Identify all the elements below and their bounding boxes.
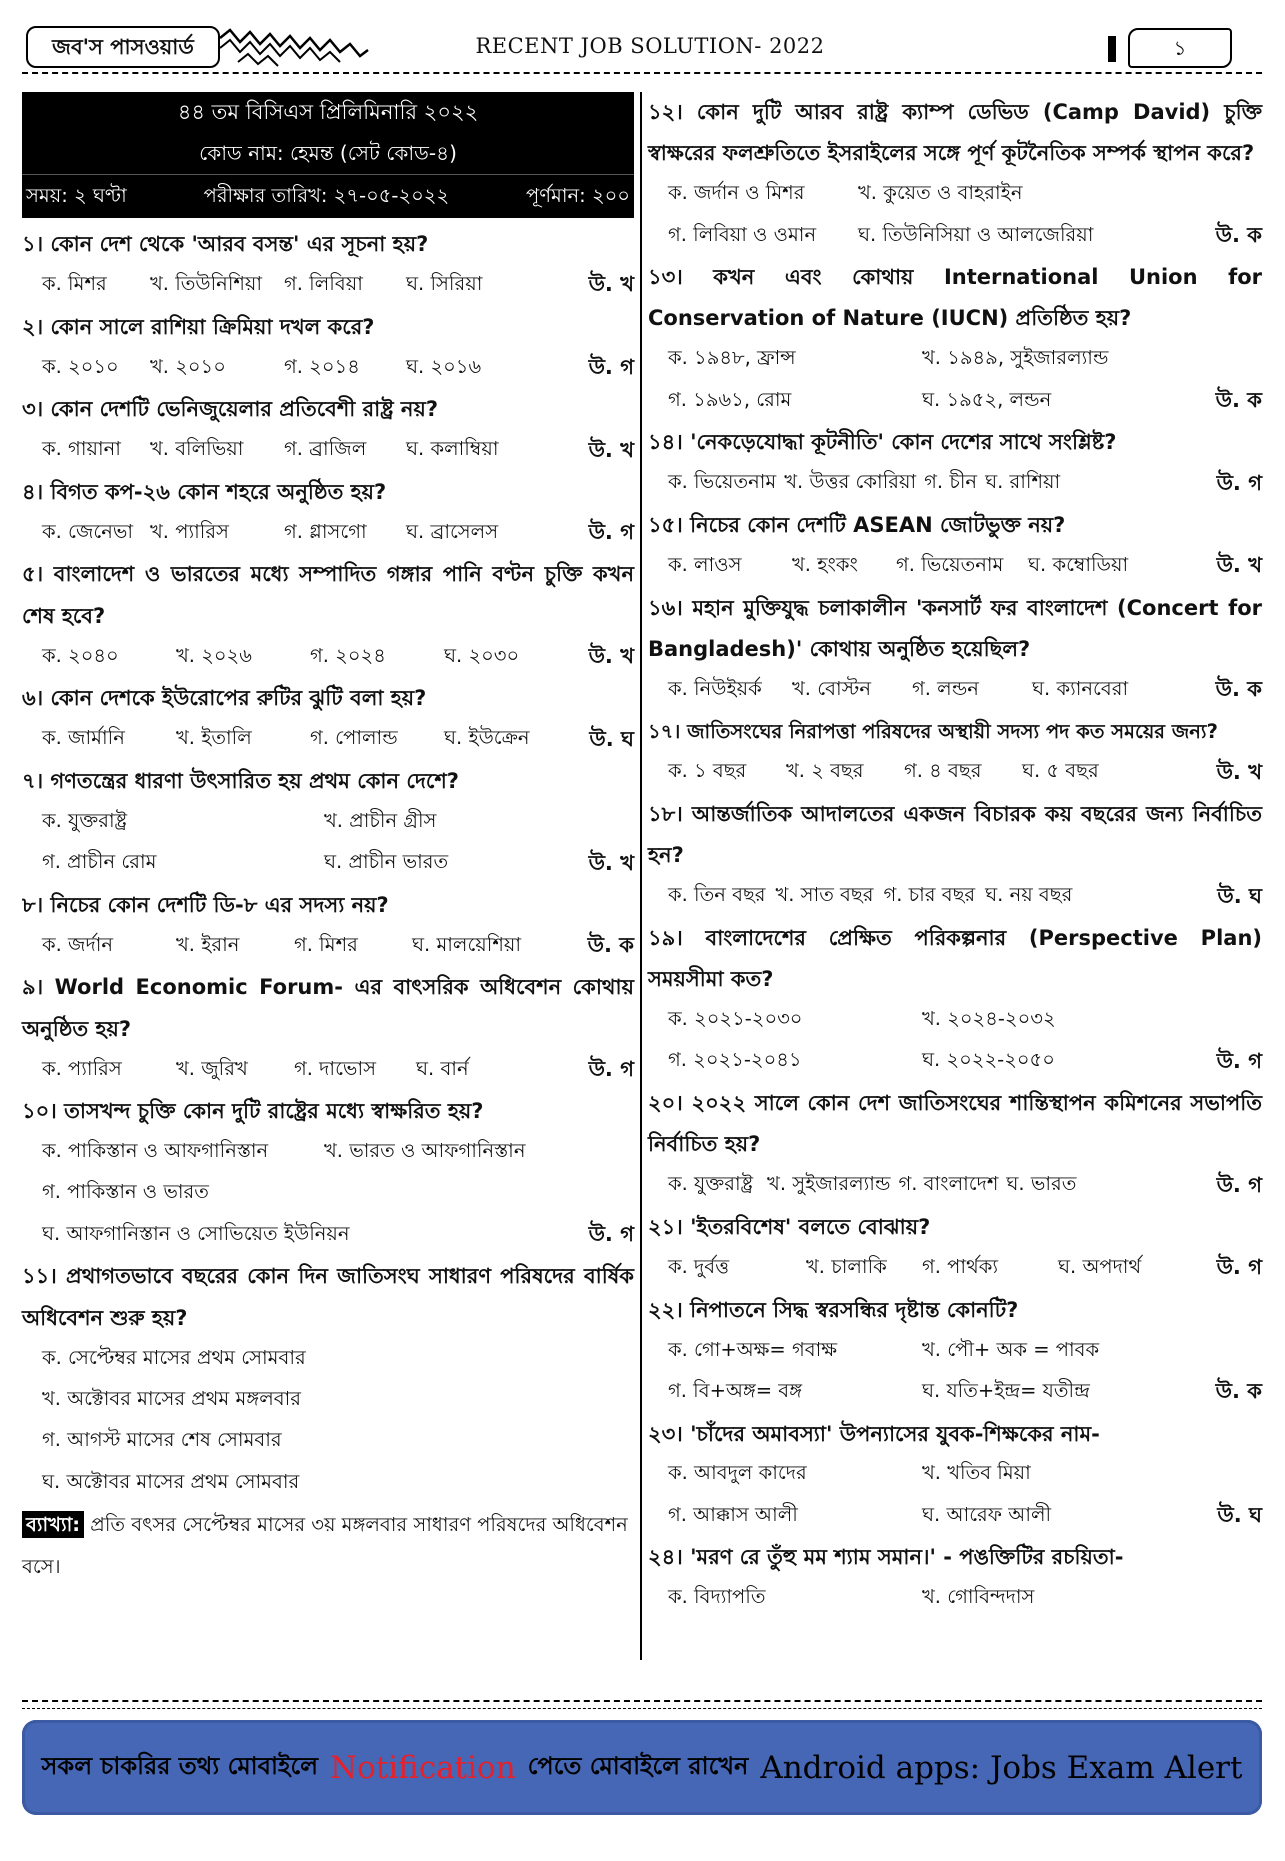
left-column [22,92,634,1587]
option: গ. ব্রাজিল [284,437,367,461]
option: খ. ২০২৪-২০৩২ [922,1007,1056,1031]
answer: উ. খ [588,437,634,462]
options [648,1496,1262,1537]
question: ২৪। 'মরণ রে তুঁহু মম শ্যাম সমান।' - পঙক্তিটির রচয়িতা- [648,1545,1124,1570]
option: ঘ. ১৯৫২, লন্ডন [922,387,1052,411]
option: গ. লিবিয়া [284,271,363,295]
footer-divider [22,1708,1262,1709]
options [648,1455,1262,1496]
explanation [22,1504,634,1587]
option: গ. পার্থক্য [922,1254,998,1278]
question: ১৬। মহান মুক্তিযুদ্ধ চলাকালীন 'কনসার্ট ফর বাংলাদেশ (Concert for Bangladesh)' কোথায় অনুষ্ঠিত হয়েছিল? [648,595,1262,661]
option: ক. জেনেভা [42,519,134,543]
option: ঘ. ভারত [1006,1172,1077,1196]
answer: উ. গ [588,520,634,545]
question: ১। কোন দেশ থেকে 'আরব বসন্ত' এর সূচনা হয়? [22,232,429,256]
answer: উ. ঘ [1217,883,1262,908]
option: খ. চালাকি [806,1254,887,1278]
answer: উ. ক [1215,223,1262,248]
exam-title: ৪৪ তম বিসিএস প্রিলিমিনারি ২০২২ [177,100,479,124]
options [22,265,634,306]
question: ২। কোন সালে রাশিয়া ক্রিমিয়া দখল করে? [22,314,375,339]
options [22,430,634,471]
option: খ. প্রাচীন গ্রীস [324,808,437,832]
answer: উ. ক [587,933,634,958]
option: খ. কুয়েত ও বাহরাইন [858,181,1023,205]
exam-meta [22,174,634,217]
option: ক. মিশর [42,271,107,295]
footer-divider [22,1700,1262,1702]
options [648,1166,1262,1207]
answer: উ. ঘ [589,726,634,751]
option: গ. বি+অঙ্গ= বঙ্গ [668,1378,803,1402]
explanation-text: প্রতি বৎসর সেপ্টেম্বর মাসের ৩য় মঙ্গলবার সাধারণ পরিষদের অধিবেশন বসে। [22,1513,628,1578]
option: খ. জুরিখ [176,1056,248,1080]
answer: উ. গ [1216,1255,1262,1280]
option: ক. জর্দান ও মিশর [668,181,805,205]
option: ঘ. কম্বোডিয়া [1028,552,1129,576]
options [22,1215,634,1256]
option: ঘ. মালয়েশিয়া [412,932,522,956]
question: ২১। 'ইতরবিশেষ' বলতে বোঝায়? [648,1215,931,1240]
options [22,513,634,554]
option: গ. লিবিয়া ও ওমান [668,222,817,246]
options [22,1174,634,1215]
options [648,381,1262,422]
options [22,926,634,967]
options [648,1372,1262,1413]
option: গ. গ্লাসগো [284,519,367,543]
option: গ. ২০১৪ [284,354,360,378]
question: ১৩। কখন এবং কোথায় International Union for Conservation of Nature (IUCN) প্রতিষ্ঠিত হয়? [648,265,1262,331]
option: ক. আবদুল কাদের [668,1461,807,1485]
question: ১১। প্রথাগতভাবে বছরের কোন দিন জাতিসংঘ সাধারণ পরিষদের বার্ষিক অধিবেশন শুরু হয়? [22,1264,634,1330]
option: খ. প্যারিস [150,519,229,543]
question: ৬। কোন দেশকে ইউরোপের রুটির ঝুটি বলা হয়? [22,686,427,711]
option: ক. লাওস [668,552,742,576]
answer: উ. গ [588,1057,634,1082]
options [648,1042,1262,1083]
options [22,1133,634,1174]
option: গ. প্রাচীন রোম [42,850,157,874]
option: ক. সেপ্টেম্বর মাসের প্রথম সোমবার [42,1345,306,1369]
option: ক. ১ বছর [668,759,747,783]
option: ক. তিন বছর [668,883,766,907]
option: খ. অক্টোবর মাসের প্রথম মঙ্গলবার [42,1386,301,1410]
banner-highlight: Notification [329,1749,516,1786]
answer: উ. ঘ [1217,1503,1262,1528]
options [22,843,634,884]
option: গ. চার বছর [883,883,976,907]
options [648,464,1262,505]
option: ঘ. ২০১৬ [406,354,482,378]
option: ক. বিদ্যাপতি [668,1585,766,1609]
question: ১৭। জাতিসংঘের নিরাপত্তা পরিষদের অস্থায়ী সদস্য পদ কত সময়ের জন্য? [648,720,1218,744]
answer: উ. গ [1216,1172,1262,1197]
option: ঘ. রাশিয়া [985,470,1061,494]
option: ঘ. প্রাচীন ভারত [324,850,449,874]
question: ১৫। নিচের কোন দেশটি ASEAN জোটভুক্ত নয়? [648,512,1066,537]
option: খ. উত্তর কোরিয়া [784,470,917,494]
exam-marks: পূর্ণমান: ২০০ [526,184,630,207]
option: খ. ইরান [176,932,240,956]
option: খ. ভারত ও আফগানিস্তান [324,1139,526,1163]
option: খ. হংকং [792,552,858,576]
option: ঘ. বার্ন [416,1056,469,1080]
option: খ. ইতালি [176,726,252,750]
options [22,720,634,761]
explanation-tag: ব্যাখ্যা: [22,1511,84,1538]
options [648,546,1262,587]
option: ঘ. অক্টোবর মাসের প্রথম সোমবার [42,1469,300,1493]
app-promo-banner[interactable] [22,1720,1262,1815]
option: ঘ. যতি+ইন্দ্র= যতীন্দ্র [922,1378,1090,1402]
header-divider [22,72,1262,74]
option: গ. চীন [924,470,978,494]
options [22,802,634,843]
option: গ. বাংলাদেশ [898,1172,999,1196]
question: ৭। গণতন্ত্রের ধারণা উৎসারিত হয় প্রথম কোন দেশে? [22,768,459,793]
option: ঘ. ২০২২-২০৫০ [922,1048,1055,1072]
option: ঘ. সিরিয়া [406,271,483,295]
option: ক. জর্দান [42,932,114,956]
exam-info-box [22,92,634,218]
exam-code: কোড নাম: হেমন্ত (সেট কোড-৪) [199,141,457,165]
option: গ. ২০২৪ [310,643,386,667]
option: ক. নিউইয়র্ক [668,676,762,700]
answer: উ. খ [1216,553,1262,578]
option: খ. গোবিন্দদাস [922,1585,1035,1609]
option: গ. ৪ বছর [904,759,982,783]
option: খ. ১৯৪৯, সুইজারল্যান্ড [922,346,1109,370]
option: খ. ২ বছর [786,759,864,783]
question: ২২। নিপাতনে সিদ্ধ স্বরসন্ধির দৃষ্টান্ত কোনটি? [648,1297,1019,1322]
page-header [0,0,1285,80]
options [648,216,1262,257]
options [648,175,1262,216]
option: গ. ২০২১-২০৪১ [668,1048,802,1072]
answer: উ. খ [588,644,634,669]
answer: উ. খ [1216,759,1262,784]
banner-text: পেতে মোবাইলে রাখেন [527,1751,749,1780]
option: গ. মিশর [294,932,358,956]
option: গ. ভিয়েতনাম [896,552,1004,576]
option: গ. পোলান্ড [310,726,398,750]
question: ৪। বিগত কপ-২৬ কোন শহরে অনুষ্ঠিত হয়? [22,479,387,504]
page-number: ১ [1128,28,1232,68]
option: খ. সাত বছর [775,883,874,907]
option: ঘ. কলাম্বিয়া [406,437,499,461]
option: ঘ. অপদার্থ [1058,1254,1142,1278]
option: ঘ. ২০৩০ [444,643,520,667]
option: গ. আগস্ট মাসের শেষ সোমবার [42,1428,282,1452]
banner-app-name: Android apps: Jobs Exam Alert [760,1749,1243,1786]
option: খ. সুইজারল্যান্ড [767,1172,891,1196]
answer: উ. গ [1216,1048,1262,1073]
option: ঘ. ক্যানবেরা [1032,676,1129,700]
answer: উ. গ [588,1222,634,1247]
answer: উ. গ [588,355,634,380]
option: খ. বোস্টন [792,676,871,700]
brand-label: জব'স পাসওয়ার্ড [26,26,220,68]
option: ক. যুক্তরাষ্ট্র [668,1172,754,1196]
option: ঘ. নয় বছর [985,883,1073,907]
option: গ. ১৯৬১, রোম [668,387,792,411]
zigzag-ornament [218,28,373,68]
option: ক. পাকিস্তান ও আফগানিস্তান [42,1139,269,1163]
exam-date: পরীক্ষার তারিখ: ২৭-০৫-২০২২ [203,184,450,207]
answer: উ. গ [1216,470,1262,495]
option: গ. পাকিস্তান ও ভারত [42,1180,209,1204]
options [648,753,1262,794]
options [648,340,1262,381]
option: ক. যুক্তরাষ্ট্র [42,808,128,832]
question: ২০। ২০২২ সালে কোন দেশ জাতিসংঘের শান্তিস্থাপন কমিশনের সভাপতি নির্বাচিত হয়? [648,1091,1262,1157]
option: ক. গায়ানা [42,437,121,461]
question: ১৮। আন্তর্জাতিক আদালতের একজন বিচারক কয় বছরের জন্য নির্বাচিত হন? [648,802,1262,868]
question: ১২। কোন দুটি আরব রাষ্ট্র ক্যাম্প ডেভিড (Camp David) চুক্তি স্বাক্ষরের ফলশ্রুতিতে ইসরাইলের সঙ্গে পূর্ণ কূটনৈতিক সম্পর্ক স্থাপন করে? [648,100,1262,166]
answer: উ. খ [588,850,634,875]
option: খ. ২০১০ [150,354,226,378]
question: ৫। বাংলাদেশ ও ভারতের মধ্যে সম্পাদিত গঙ্গার পানি বণ্টন চুক্তি কখন শেষ হবে? [22,562,634,628]
option: খ. ২০২৬ [176,643,252,667]
option: ক. ২০৪০ [42,643,119,667]
option: গ. লন্ডন [912,676,979,700]
option: খ. তিউনিশিয়া [150,271,263,295]
option: খ. খতিব মিয়া [922,1461,1031,1485]
option: ক. জার্মানি [42,726,125,750]
option: গ. আক্কাস আলী [668,1502,798,1526]
option: ঘ. আফগানিস্তান ও সোভিয়েত ইউনিয়ন [42,1221,350,1245]
option: ঘ. ইউক্রেন [444,726,530,750]
question: ৯। World Economic Forum- এর বাৎসরিক অধিবেশন কোথায় অনুষ্ঠিত হয়? [22,975,634,1041]
answer: উ. ক [1215,677,1262,702]
option: ক. দুর্বত্ত [668,1254,730,1278]
options [22,637,634,678]
answer: উ. ক [1215,1379,1262,1404]
option: গ. দাভোস [294,1056,376,1080]
question: ১৯। বাংলাদেশের প্রেক্ষিত পরিকল্পনার (Perspective Plan) সময়সীমা কত? [648,925,1262,992]
option: খ. বলিভিয়া [150,437,244,461]
option: ক. গো+অক্ষ= গবাক্ষ [668,1337,838,1361]
answer: উ. খ [588,272,634,297]
options [648,1579,1262,1620]
option: খ. পৌ+ অক = পাবক [922,1337,1100,1361]
banner-text: সকল চাকরির তথ্য মোবাইলে [41,1751,318,1780]
option: ক. ১৯৪৮, ফ্রান্স [668,346,796,370]
header-title: RECENT JOB SOLUTION- 2022 [475,34,825,58]
page-marker-bar [1108,36,1116,62]
options [22,348,634,389]
option: ঘ. আরেফ আলী [922,1502,1052,1526]
options [22,1050,634,1091]
answer: উ. ক [1215,388,1262,413]
question: ১০। তাসখন্দ চুক্তি কোন দুটি রাষ্ট্রের মধ্যে স্বাক্ষরিত হয়? [22,1099,484,1124]
question: ১৪। 'নেকড়েযোদ্ধা কূটনীতি' কোন দেশের সাথে সংশ্লিষ্ট? [648,430,1117,455]
exam-time: সময়: ২ ঘণ্টা [26,184,127,207]
option: ক. ২০২১-২০৩০ [668,1007,803,1031]
options [648,670,1262,711]
option: ক. প্যারিস [42,1056,122,1080]
option: ক. ভিয়েতনাম [668,470,777,494]
column-divider [640,92,642,1660]
question: ৮। নিচের কোন দেশটি ডি-৮ এর সদস্য নয়? [22,892,389,917]
question: ৩। কোন দেশটি ভেনিজুয়েলার প্রতিবেশী রাষ্ট্র নয়? [22,397,438,422]
option: ঘ. ব্রাসেলস [406,519,499,543]
options [648,1001,1262,1042]
option: ক. ২০১০ [42,354,119,378]
question: ২৩। 'চাঁদের অমাবস্যা' উপন্যাসের যুবক-শিক্ষকের নাম- [648,1421,1100,1446]
right-column [648,92,1262,1620]
options [648,1331,1262,1372]
option: ঘ. ৫ বছর [1022,759,1099,783]
options [648,1248,1262,1289]
option: ঘ. তিউনিসিয়া ও আলজেরিয়া [858,222,1094,246]
options [648,877,1262,918]
